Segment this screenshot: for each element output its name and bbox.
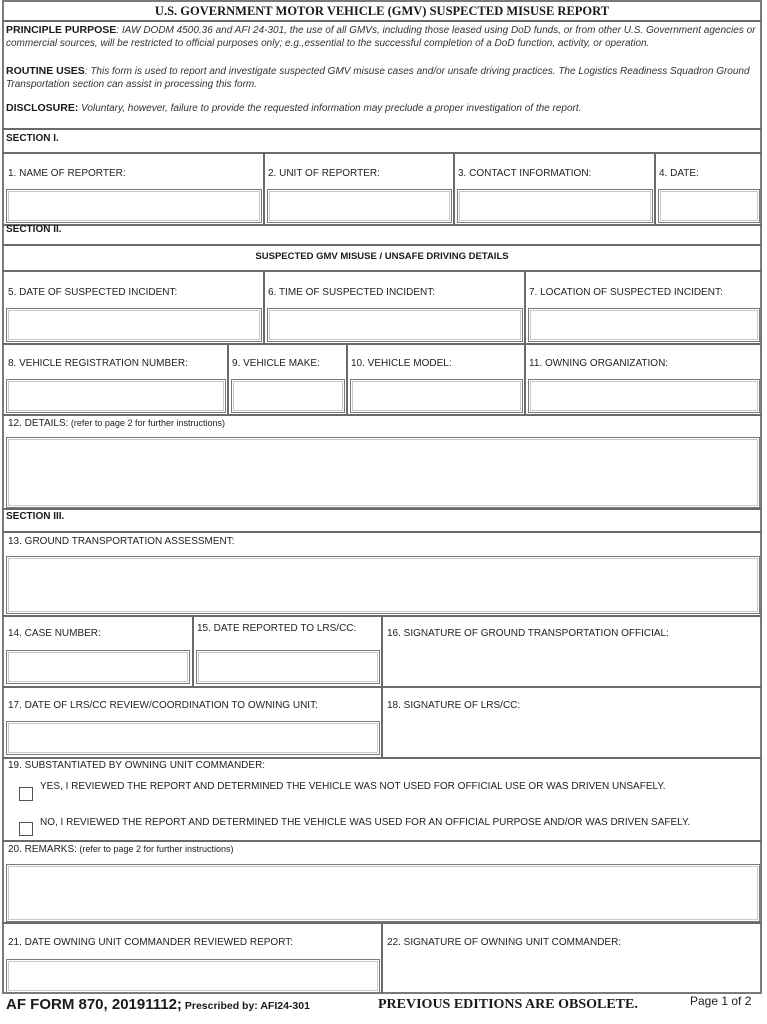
section-2-title: SUSPECTED GMV MISUSE / UNSAFE DRIVING DETAILS (255, 251, 509, 262)
details-label (8, 418, 225, 429)
remarks-note: (refer to page 2 for further instructions) (76, 844, 234, 854)
obsolete-notice: PREVIOUS EDITIONS ARE OBSOLETE. (378, 997, 638, 1012)
form-title: U.S. GOVERNMENT MOTOR VEHICLE (GMV) SUSPECTED MISUSE REPORT (154, 4, 610, 18)
section-3-label: SECTION III. (6, 511, 65, 522)
date-commander-label: 21. DATE OWNING UNIT COMMANDER REVIEWED REPORT: (8, 937, 294, 948)
details-note: (refer to page 2 for further instructions) (68, 418, 225, 428)
date-commander-input[interactable] (6, 959, 380, 993)
substantiated-yes-label: YES, I REVIEWED THE REPORT AND DETERMINED THE VEHICLE WAS NOT USED FOR OFFICIAL USE OR WAS DRIVEN UNSAFELY. (40, 781, 666, 792)
unit-of-reporter-input[interactable] (267, 189, 452, 223)
divider (2, 20, 762, 22)
signature-gt-official-label: 16. SIGNATURE OF GROUND TRANSPORTATION OFFICIAL: (387, 628, 669, 639)
section-1-label: SECTION I. (6, 133, 59, 144)
date-lrs-review-input[interactable] (6, 721, 380, 755)
divider (2, 757, 762, 759)
principle-purpose-label: PRINCIPLE PURPOSE (6, 24, 117, 36)
divider (524, 344, 526, 415)
substantiated-no-checkbox[interactable] (19, 822, 33, 836)
date-reported-label: 15. DATE REPORTED TO LRS/CC: (197, 623, 357, 634)
remarks-label (8, 844, 234, 855)
divider (2, 152, 762, 154)
assessment-textarea[interactable] (6, 556, 760, 614)
substantiated-yes-checkbox[interactable] (19, 787, 33, 801)
case-number-input[interactable] (6, 650, 190, 684)
date-input[interactable] (658, 189, 760, 223)
divider (263, 153, 265, 225)
divider (2, 128, 762, 130)
details-textarea[interactable] (6, 437, 760, 508)
substantiated-label: 19. SUBSTANTIATED BY OWNING UNIT COMMANDER: (8, 760, 266, 771)
section-2-label: SECTION II. (6, 224, 62, 235)
details-label-text: 12. DETAILS: (8, 418, 69, 429)
owning-organization-input[interactable] (528, 379, 760, 413)
substantiated-no-label: NO, I REVIEWED THE REPORT AND DETERMINED THE VEHICLE WAS USED FOR AN OFFICIAL PURPOSE AND/OR WAS DRIVEN SAFELY. (40, 817, 691, 828)
divider (263, 271, 265, 343)
vehicle-model-label: 10. VEHICLE MODEL: (351, 358, 452, 369)
principle-purpose-text: : IAW DODM 4500.36 and AFI 24-301, the use of all GMVs, including those leased using DoD funds, or from other U.S. Government agencies or commercial sources, will be restricted to official purposes only; e.g.,essential to the successful completion of a DoD function, activity, or operation. (6, 25, 756, 49)
routine-uses (6, 65, 756, 91)
signature-gt-official-field[interactable] (383, 645, 760, 685)
vehicle-registration-input[interactable] (6, 379, 226, 413)
disclosure (6, 102, 756, 116)
divider (2, 508, 762, 510)
divider (453, 153, 455, 225)
divider (346, 344, 348, 415)
page-number: Page 1 of 2 (690, 994, 752, 1008)
vehicle-make-input[interactable] (231, 379, 345, 413)
signature-lrs-field[interactable] (383, 716, 760, 756)
divider (2, 686, 762, 688)
divider (2, 224, 762, 226)
divider (2, 343, 762, 345)
vehicle-registration-label: 8. VEHICLE REGISTRATION NUMBER: (8, 358, 188, 369)
form-number: AF FORM 870, 20191112; (6, 996, 182, 1013)
divider (2, 531, 762, 533)
date-lrs-review-label: 17. DATE OF LRS/CC REVIEW/COORDINATION TO OWNING UNIT: (8, 700, 318, 711)
owning-organization-label: 11. OWNING ORGANIZATION: (529, 358, 669, 369)
divider (2, 270, 762, 272)
assessment-label: 13. GROUND TRANSPORTATION ASSESSMENT: (8, 536, 235, 547)
divider (2, 840, 762, 842)
divider (654, 153, 656, 225)
disclosure-text: Voluntary, however, failure to provide the requested information may preclude a proper investigation of the report. (78, 103, 582, 114)
signature-commander-label: 22. SIGNATURE OF OWNING UNIT COMMANDER: (387, 937, 622, 948)
unit-of-reporter-label: 2. UNIT OF REPORTER: (268, 168, 380, 179)
contact-information-input[interactable] (457, 189, 653, 223)
date-label: 4. DATE: (659, 168, 699, 179)
signature-lrs-label: 18. SIGNATURE OF LRS/CC: (387, 700, 521, 711)
vehicle-model-input[interactable] (350, 379, 523, 413)
vehicle-make-label: 9. VEHICLE MAKE: (232, 358, 320, 369)
date-of-incident-input[interactable] (6, 308, 262, 342)
divider (227, 344, 229, 415)
divider (2, 414, 762, 416)
routine-uses-text: : This form is used to report and investigate suspected GMV misuse cases and/or unsafe driving practices. The Logistics Readiness Squadron Ground Transportation section can assist in processing this form. (6, 66, 750, 90)
remarks-textarea[interactable] (6, 864, 760, 922)
name-of-reporter-label: 1. NAME OF REPORTER: (8, 168, 126, 179)
divider (192, 616, 194, 686)
routine-uses-label: ROUTINE USES (6, 65, 85, 77)
location-of-incident-input[interactable] (528, 308, 760, 342)
disclosure-label: DISCLOSURE: (6, 102, 79, 114)
date-reported-input[interactable] (196, 650, 380, 684)
case-number-label: 14. CASE NUMBER: (8, 628, 101, 639)
principle-purpose (6, 24, 756, 50)
location-of-incident-label: 7. LOCATION OF SUSPECTED INCIDENT: (529, 287, 723, 298)
divider (524, 271, 526, 343)
name-of-reporter-input[interactable] (6, 189, 262, 223)
contact-information-label: 3. CONTACT INFORMATION: (458, 168, 592, 179)
signature-commander-field[interactable] (383, 953, 760, 993)
divider (2, 244, 762, 246)
remarks-label-text: 20. REMARKS: (8, 844, 77, 855)
time-of-incident-label: 6. TIME OF SUSPECTED INCIDENT: (268, 287, 436, 298)
form-id (6, 996, 310, 1013)
date-of-incident-label: 5. DATE OF SUSPECTED INCIDENT: (8, 287, 178, 298)
prescribed-by: Prescribed by: AFI24-301 (181, 1000, 310, 1012)
time-of-incident-input[interactable] (267, 308, 523, 342)
